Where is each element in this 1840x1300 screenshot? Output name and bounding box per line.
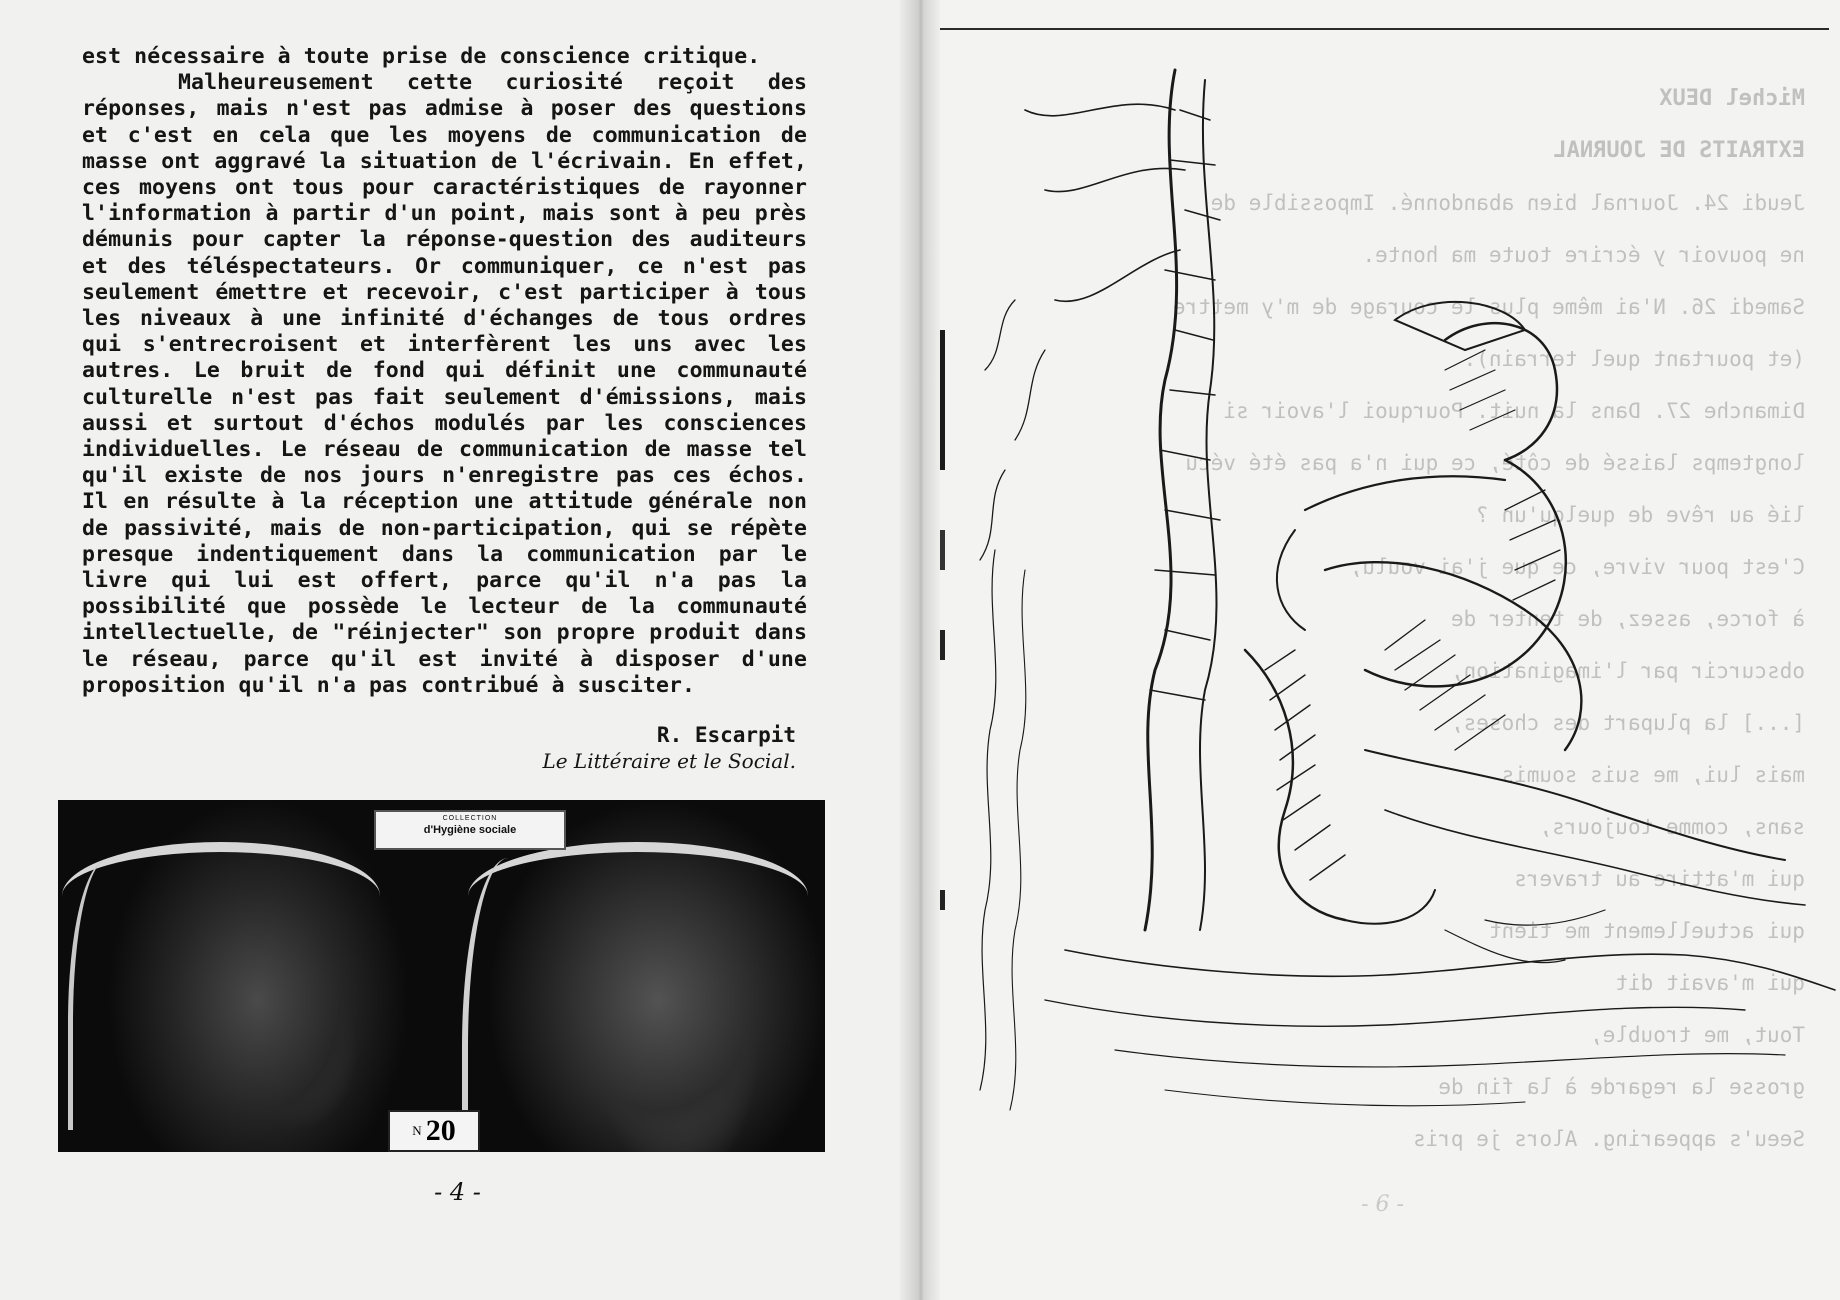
ghost-line: [...] la plupart des choses, (1450, 711, 1805, 735)
right-page (925, 0, 1840, 1300)
essay-text (82, 44, 807, 699)
number-tag-value: 20 (425, 1114, 456, 1147)
left-page (0, 0, 915, 1300)
collection-label (374, 810, 566, 850)
ghost-line: qui actuellement me tient (1488, 919, 1805, 943)
ghost-line: ne pouvoir y écrire toute ma honte. (1362, 243, 1805, 267)
photo-edge-right (462, 858, 528, 1128)
ghost-line: Samedi 26. N'ai même plus le courage de m'y mettre (1172, 295, 1805, 319)
number-tag (388, 1110, 480, 1152)
ghost-line: sans, comme toujours, (1539, 815, 1805, 839)
author-name: R. Escarpit (656, 723, 796, 747)
hygiene-photo (58, 800, 825, 1152)
ghost-line: Tout, me trouble, (1590, 1023, 1805, 1047)
ghost-line: lié au rêve de quelqu'un ? (1476, 503, 1805, 527)
ghost-line: (et pourtant quel terrain). (1463, 347, 1805, 371)
number-tag-prefix: N (412, 1123, 422, 1138)
page-number-left: - 4 - (434, 1178, 481, 1206)
ghost-line: Jeudi 24. Journal bien abandonné. Impossible de (1210, 191, 1805, 215)
photo-edge-left (68, 860, 133, 1130)
ghost-line: qui m'attire au travers (1514, 867, 1805, 891)
ghost-line: Dimanche 27. Dans la nuit. Pourquoi l'avoir si (1223, 399, 1805, 423)
page-number-right: - 6 - (1361, 1192, 1404, 1217)
ghost-line: obscurcir par l'imagination, (1450, 659, 1805, 683)
ghost-header: EXTRAITS DE JOURNAL (1553, 138, 1805, 163)
ghost-line: qui m'avait dit (1615, 971, 1805, 995)
quote-attribution (82, 722, 796, 774)
ghost-line: longtemps laissé de côté, ce qui n'a pas été vécu (1185, 451, 1805, 475)
collection-label-main: d'Hygiène sociale (423, 824, 517, 836)
source-title: Le Littéraire et le Social. (542, 749, 796, 773)
ghost-line: Seeu's appearing. Alors je pris (1413, 1127, 1805, 1151)
paragraph-1: est nécessaire à toute prise de conscience critique. (82, 44, 761, 69)
ghost-line: mais lui, me suis soumis (1501, 763, 1805, 787)
book-gutter (900, 0, 940, 1300)
collection-label-top: COLLECTION (442, 815, 498, 822)
etching-illustration (965, 50, 1840, 1160)
ghost-line: grosse la regarde à la fin de (1438, 1075, 1805, 1099)
ghost-line: à force, assez, de tenter de (1450, 607, 1805, 631)
paragraph-2: Malheureusement cette curiosité reçoit des réponses, mais n'est pas admise à poser des questions et c'est en cela que les moyens de communication de masse ont aggravé la situation de l'écrivain. En effet, ces moyens ont tous pour caractéristiques de rayonner l'information à partir d'un point, mais sont à peu près démunis pour capter la réponse-question des auditeurs et des téléspectateurs. Or communiquer, ce n'est pas seulement émettre et recevoir, c'est participer à tous les niveaux à une infinité d'échanges de tous ordres qui s'entrecroisent et interfèrent les uns avec les autres. Le bruit de fond qui définit une communauté culturelle n'est pas fait seulement d'émissions, mais aussi et surtout d'échos modulés par les consciences individuelles. Le réseau de communication de masse tel qu'il existe de nos jours n'enregistre pas ces échos. Il en résulte à la réception une attitude générale non de passivité, mais de non-participation, qui se répète presque indentiquement dans la communication par le livre qui lui est offert, parce qu'il n'a pas la possibilité que possède le lecteur de la communauté intellectuelle, de "réinjecter" son propre produit dans le réseau, parce qu'il est invité à disposer d'une proposition qu'il n'a pas contribué à susciter. (82, 70, 807, 698)
ghost-line: C'est pour vivre, ce que j'ai voulu, (1349, 555, 1805, 579)
ghost-author: Michel DEUX (1659, 86, 1805, 111)
